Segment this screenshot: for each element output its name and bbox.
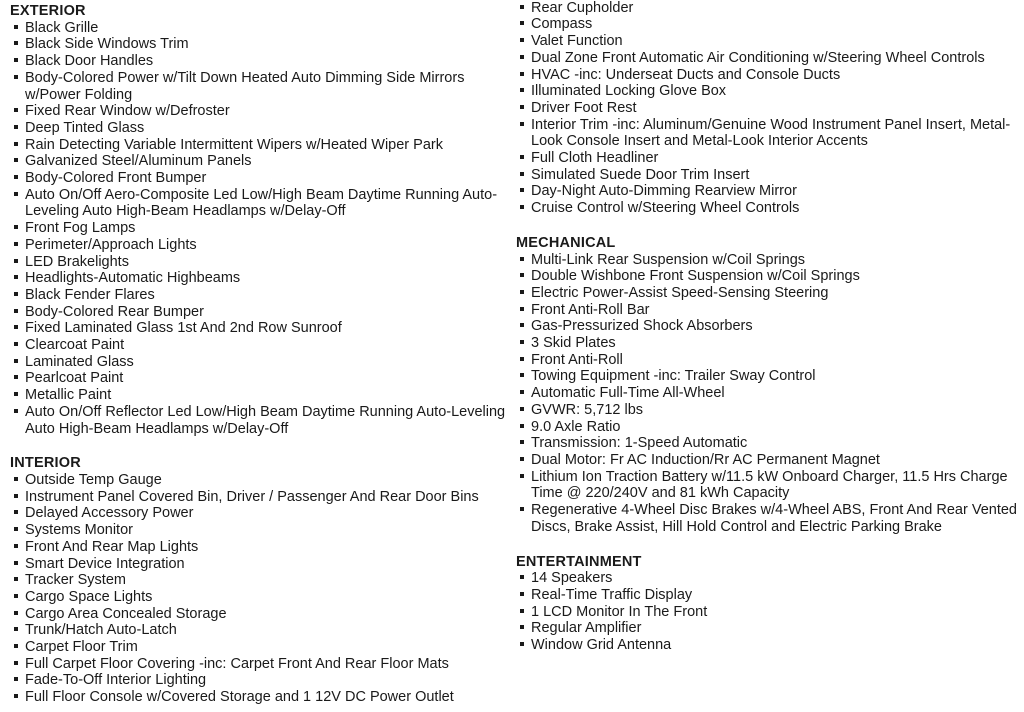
feature-item: Interior Trim -inc: Aluminum/Genuine Wood Instrument Panel Insert, Metal-Look Console Insert and Metal-Look Interior Accents [516, 117, 1021, 150]
feature-item: 3 Skid Plates [516, 335, 1021, 352]
feature-list [516, 252, 1021, 536]
feature-list [10, 20, 510, 438]
feature-item: HVAC -inc: Underseat Ducts and Console Ducts [516, 67, 1021, 84]
section-entertainment [516, 554, 1021, 654]
feature-item: Front Fog Lamps [10, 220, 510, 237]
feature-item: Regenerative 4-Wheel Disc Brakes w/4-Wheel ABS, Front And Rear Vented Discs, Brake Assist, Hill Hold Control and Electric Parking Brake [516, 502, 1021, 535]
feature-list [516, 0, 1021, 217]
feature-item: 1 LCD Monitor In The Front [516, 604, 1021, 621]
right-column [516, 0, 1021, 654]
feature-item: Trunk/Hatch Auto-Latch [10, 622, 510, 639]
feature-item: Metallic Paint [10, 387, 510, 404]
feature-item: Instrument Panel Covered Bin, Driver / Passenger And Rear Door Bins [10, 489, 510, 506]
feature-item: Body-Colored Rear Bumper [10, 304, 510, 321]
feature-item: Lithium Ion Traction Battery w/11.5 kW Onboard Charger, 11.5 Hrs Charge Time @ 220/240V and 81 kWh Capacity [516, 469, 1021, 502]
feature-item: Double Wishbone Front Suspension w/Coil Springs [516, 268, 1021, 285]
feature-list [516, 570, 1021, 654]
feature-item: Illuminated Locking Glove Box [516, 83, 1021, 100]
feature-item: Rear Cupholder [516, 0, 1021, 16]
feature-item: Full Cloth Headliner [516, 150, 1021, 167]
feature-item: Auto On/Off Reflector Led Low/High Beam Daytime Running Auto-Leveling Auto High-Beam Headlamps w/Delay-Off [10, 404, 510, 437]
feature-item: Valet Function [516, 33, 1021, 50]
feature-item: Front Anti-Roll Bar [516, 302, 1021, 319]
feature-item: Front Anti-Roll [516, 352, 1021, 369]
feature-item: Full Carpet Floor Covering -inc: Carpet Front And Rear Floor Mats [10, 656, 510, 673]
feature-item: Carpet Floor Trim [10, 639, 510, 656]
feature-item: Laminated Glass [10, 354, 510, 371]
feature-item: Black Grille [10, 20, 510, 37]
feature-item: Compass [516, 16, 1021, 33]
feature-item: Day-Night Auto-Dimming Rearview Mirror [516, 183, 1021, 200]
feature-item: Cargo Space Lights [10, 589, 510, 606]
feature-item: Towing Equipment -inc: Trailer Sway Control [516, 368, 1021, 385]
feature-item: Dual Motor: Fr AC Induction/Rr AC Permanent Magnet [516, 452, 1021, 469]
section-title-mechanical: MECHANICAL [516, 234, 616, 251]
feature-item: Deep Tinted Glass [10, 120, 510, 137]
section-continued [516, 0, 1021, 217]
feature-item: Front And Rear Map Lights [10, 539, 510, 556]
feature-item: Body-Colored Power w/Tilt Down Heated Auto Dimming Side Mirrors w/Power Folding [10, 70, 510, 103]
feature-item: 14 Speakers [516, 570, 1021, 587]
left-column [10, 0, 510, 706]
feature-item: Full Floor Console w/Covered Storage and 1 12V DC Power Outlet [10, 689, 510, 706]
feature-item: Driver Foot Rest [516, 100, 1021, 117]
feature-item: Electric Power-Assist Speed-Sensing Steering [516, 285, 1021, 302]
feature-item: Simulated Suede Door Trim Insert [516, 167, 1021, 184]
feature-item: Auto On/Off Aero-Composite Led Low/High Beam Daytime Running Auto-Leveling Auto High-Beam Headlamps w/Delay-Off [10, 187, 510, 220]
feature-item: Galvanized Steel/Aluminum Panels [10, 153, 510, 170]
section-title-exterior: EXTERIOR [10, 3, 86, 19]
feature-item: GVWR: 5,712 lbs [516, 402, 1021, 419]
feature-item: Headlights-Automatic Highbeams [10, 270, 510, 287]
feature-item: Black Fender Flares [10, 287, 510, 304]
feature-item: Gas-Pressurized Shock Absorbers [516, 318, 1021, 335]
feature-item: Pearlcoat Paint [10, 370, 510, 387]
feature-item: Smart Device Integration [10, 556, 510, 573]
feature-item: Rain Detecting Variable Intermittent Wipers w/Heated Wiper Park [10, 137, 510, 154]
feature-item: Black Side Windows Trim [10, 36, 510, 53]
feature-item: Perimeter/Approach Lights [10, 237, 510, 254]
feature-item: Fade-To-Off Interior Lighting [10, 672, 510, 689]
feature-item: Clearcoat Paint [10, 337, 510, 354]
feature-item: Dual Zone Front Automatic Air Conditioning w/Steering Wheel Controls [516, 50, 1021, 67]
section-exterior [10, 3, 510, 437]
feature-item: Cruise Control w/Steering Wheel Controls [516, 200, 1021, 217]
section-interior [10, 455, 510, 706]
feature-item: 9.0 Axle Ratio [516, 419, 1021, 436]
section-title-interior: INTERIOR [10, 455, 81, 472]
feature-item: Fixed Laminated Glass 1st And 2nd Row Sunroof [10, 320, 510, 337]
feature-item: Cargo Area Concealed Storage [10, 606, 510, 623]
feature-item: Body-Colored Front Bumper [10, 170, 510, 187]
section-mechanical [516, 235, 1021, 536]
feature-item: Fixed Rear Window w/Defroster [10, 103, 510, 120]
feature-list [10, 472, 510, 706]
feature-item: Multi-Link Rear Suspension w/Coil Springs [516, 252, 1021, 269]
feature-item: Window Grid Antenna [516, 637, 1021, 654]
feature-item: Tracker System [10, 572, 510, 589]
feature-item: Transmission: 1-Speed Automatic [516, 435, 1021, 452]
section-title-entertainment: ENTERTAINMENT [516, 553, 642, 570]
feature-item: Outside Temp Gauge [10, 472, 510, 489]
feature-item: LED Brakelights [10, 254, 510, 271]
feature-item: Real-Time Traffic Display [516, 587, 1021, 604]
feature-item: Regular Amplifier [516, 620, 1021, 637]
feature-item: Automatic Full-Time All-Wheel [516, 385, 1021, 402]
feature-item: Black Door Handles [10, 53, 510, 70]
feature-item: Systems Monitor [10, 522, 510, 539]
feature-item: Delayed Accessory Power [10, 505, 510, 522]
